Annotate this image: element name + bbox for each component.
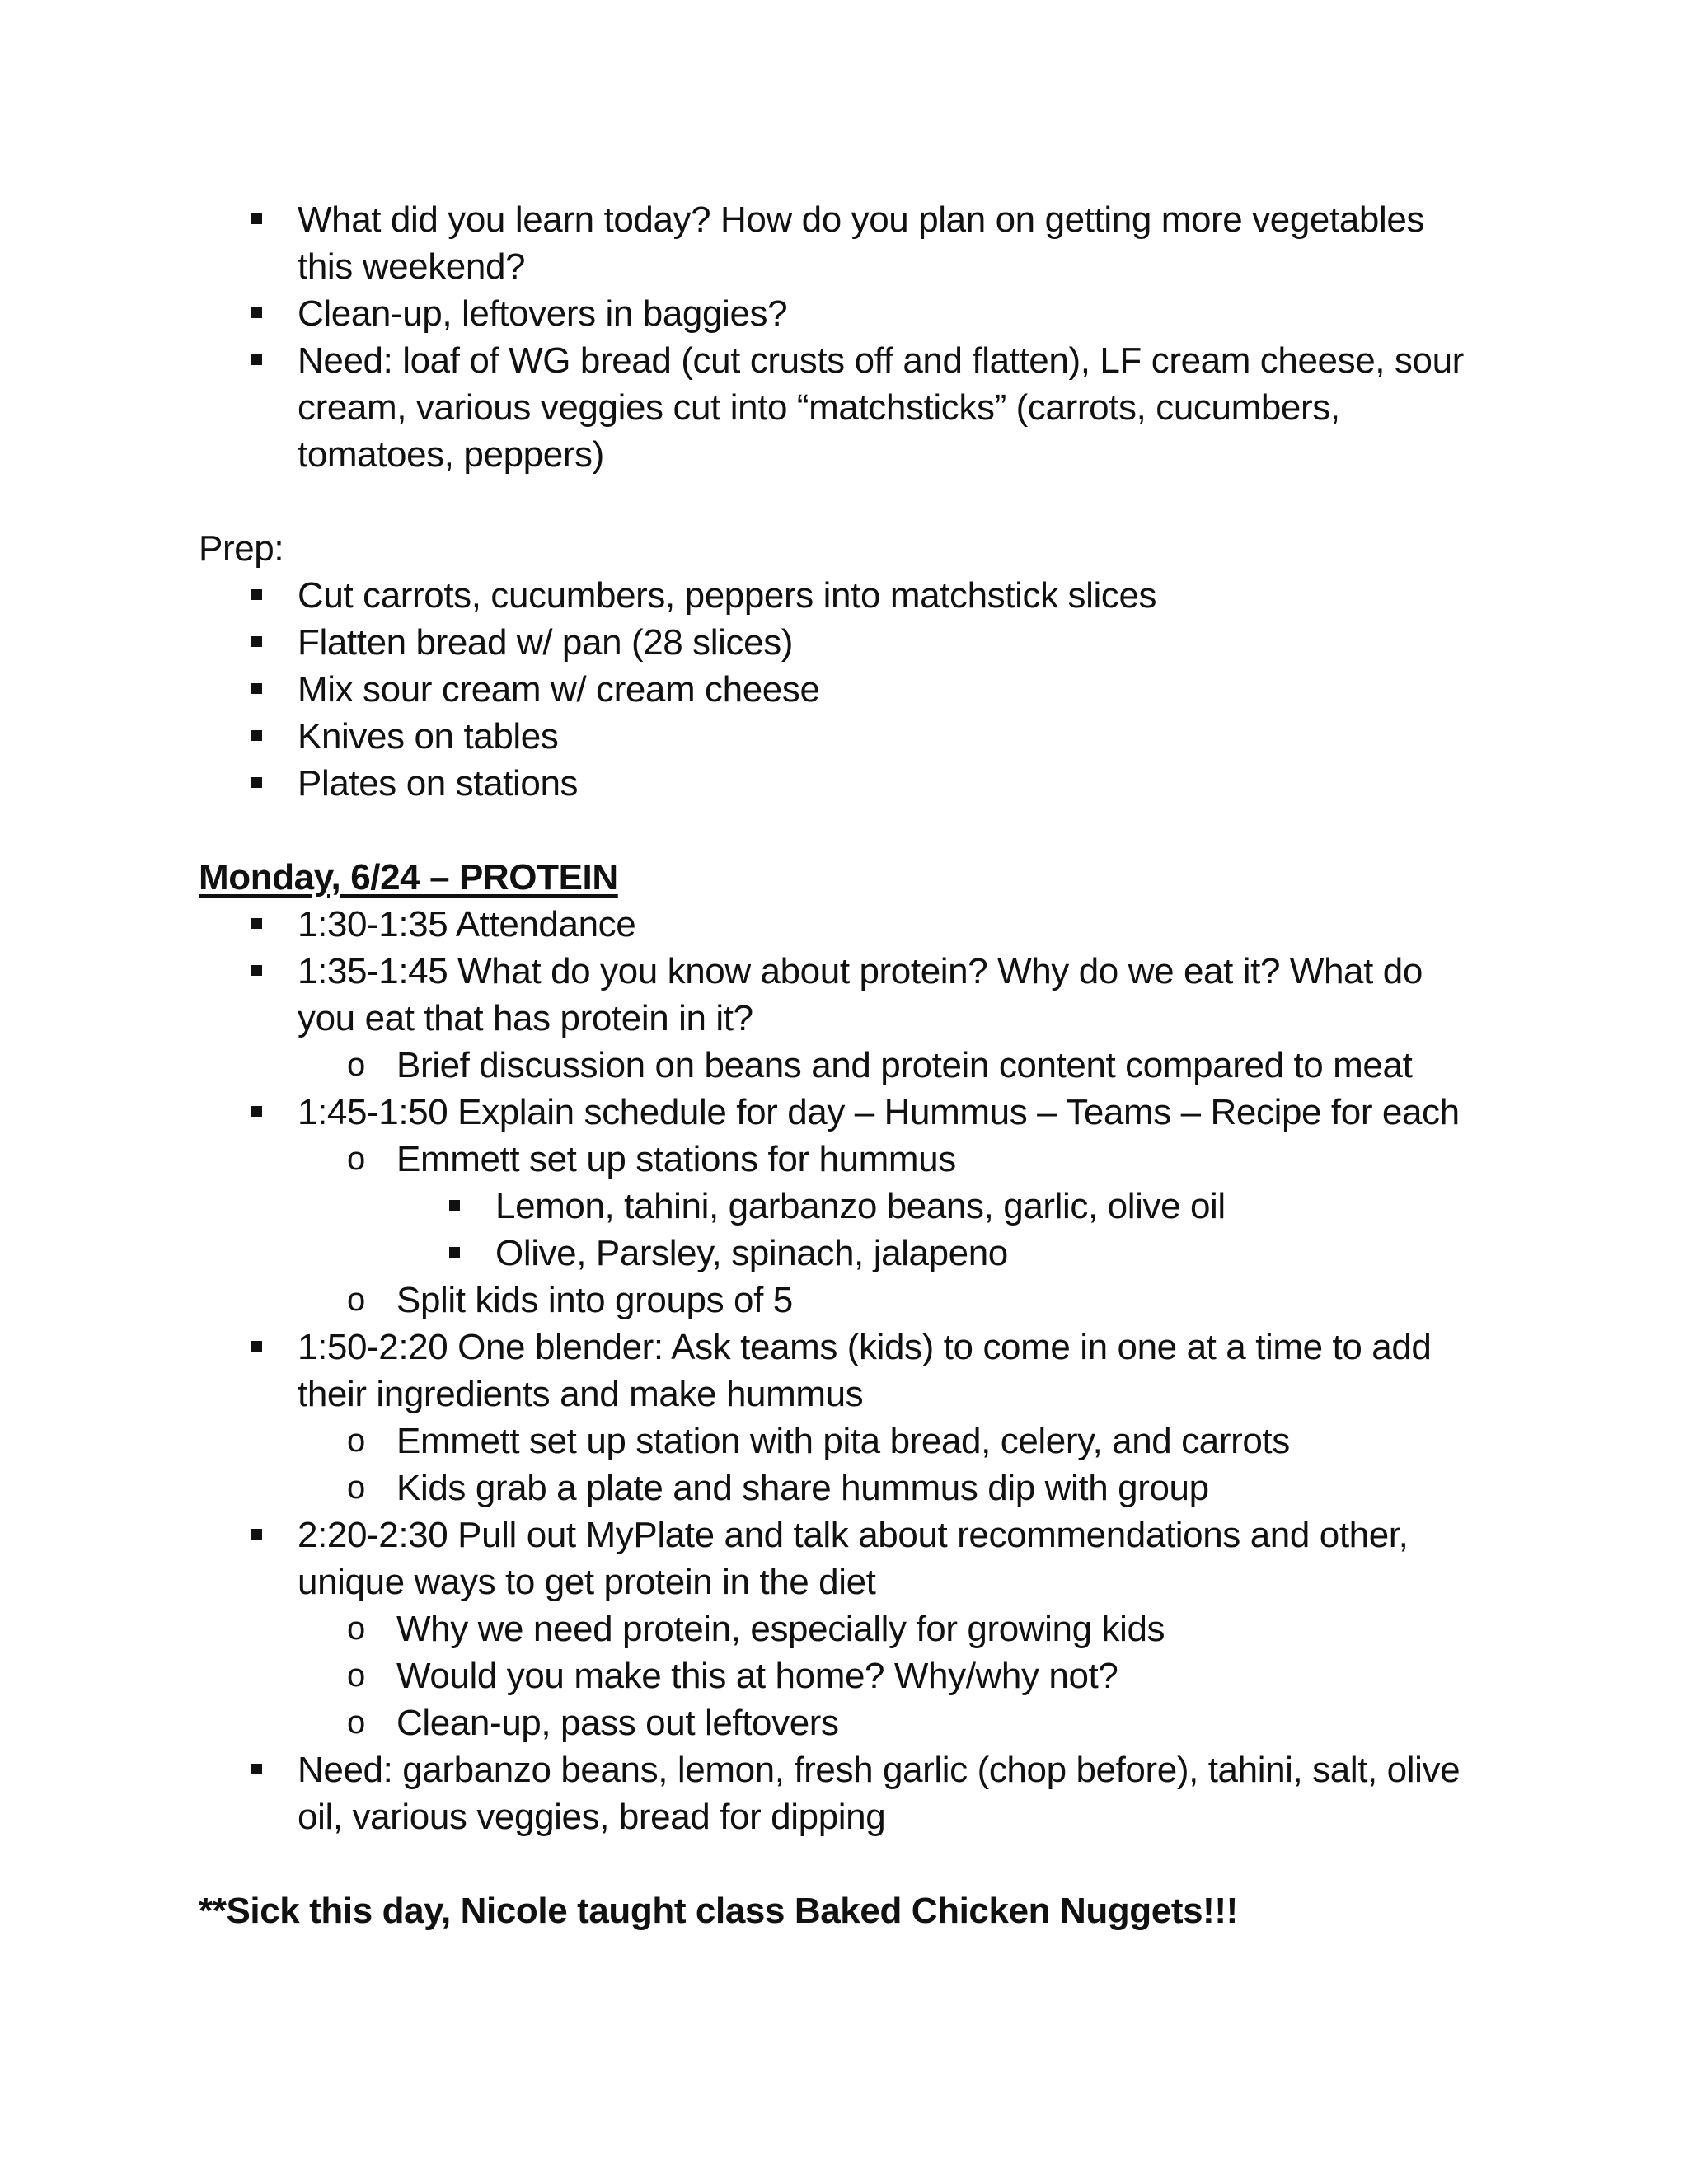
list-item: Knives on tables: [199, 713, 1484, 760]
list-item: [199, 1324, 1484, 1511]
monday-list: [199, 901, 1484, 1840]
sub-list: [298, 1605, 1484, 1746]
list-item: 1:30-1:35 Attendance: [199, 901, 1484, 948]
closing-note: **Sick this day, Nicole taught class Baked Chicken Nuggets!!!: [199, 1891, 1238, 1931]
list-item: Cut carrots, cucumbers, peppers into matchstick slices: [199, 572, 1484, 619]
spacer: [199, 1840, 1484, 1887]
sub-list-item: o Would you make this at home? Why/why not?: [298, 1652, 1484, 1699]
prep-list: [199, 572, 1484, 807]
sub-list-item: o Kids grab a plate and share hummus dip with group: [298, 1465, 1484, 1511]
list-item: [199, 948, 1484, 1089]
list-item: [199, 1511, 1484, 1746]
list-item-text: 1:45-1:50 Explain schedule for day – Hummus – Teams – Recipe for each: [298, 1092, 1460, 1132]
list-item: Mix sour cream w/ cream cheese: [199, 666, 1484, 713]
list-item: Flatten bread w/ pan (28 slices): [199, 619, 1484, 666]
station-item: Olive, Parsley, spinach, jalapeno: [396, 1230, 1484, 1277]
sub-list: [298, 1418, 1484, 1511]
sub-list-item-text: Emmett set up stations for hummus: [396, 1139, 956, 1179]
list-item: Need: garbanzo beans, lemon, fresh garlic (chop before), tahini, salt, olive oil, various veggies, bread for dipping: [199, 1746, 1484, 1840]
sub-list-item: [298, 1136, 1484, 1277]
sub-list-item: o Why we need protein, especially for growing kids: [298, 1605, 1484, 1652]
sub-list-item: o Split kids into groups of 5: [298, 1277, 1484, 1324]
sub-list: [298, 1042, 1484, 1089]
station-list: [396, 1183, 1484, 1277]
sub-list-item: o Brief discussion on beans and protein content compared to meat: [298, 1042, 1484, 1089]
list-item: What did you learn today? How do you plan on getting more vegetables this weekend?: [199, 196, 1484, 290]
station-item: Lemon, tahini, garbanzo beans, garlic, olive oil: [396, 1183, 1484, 1230]
sub-list: [298, 1136, 1484, 1324]
top-list: [199, 196, 1484, 478]
list-item-text: 2:20-2:30 Pull out MyPlate and talk about recommendations and other, unique ways to get protein in the diet: [298, 1515, 1409, 1602]
section-heading: Monday, 6/24 – PROTEIN: [199, 857, 618, 898]
spacer: [199, 807, 1484, 854]
spacer: [199, 478, 1484, 525]
list-item: Need: loaf of WG bread (cut crusts off and flatten), LF cream cheese, sour cream, various veggies cut into “matchsticks” (carrots, cucumbers, tomatoes, peppers): [199, 337, 1484, 478]
sub-list-item: o Clean-up, pass out leftovers: [298, 1699, 1484, 1746]
list-item: [199, 1089, 1484, 1324]
prep-label: Prep:: [199, 528, 284, 569]
list-item: Clean-up, leftovers in baggies?: [199, 290, 1484, 337]
list-item: Plates on stations: [199, 760, 1484, 807]
list-item-text: 1:50-2:20 One blender: Ask teams (kids) to come in one at a time to add their ingredients and make hummus: [298, 1327, 1432, 1414]
list-item-text: 1:35-1:45 What do you know about protein? Why do we eat it? What do you eat that has protein in it?: [298, 951, 1423, 1038]
sub-list-item: o Emmett set up station with pita bread, celery, and carrots: [298, 1418, 1484, 1465]
document-body: [199, 196, 1484, 1934]
